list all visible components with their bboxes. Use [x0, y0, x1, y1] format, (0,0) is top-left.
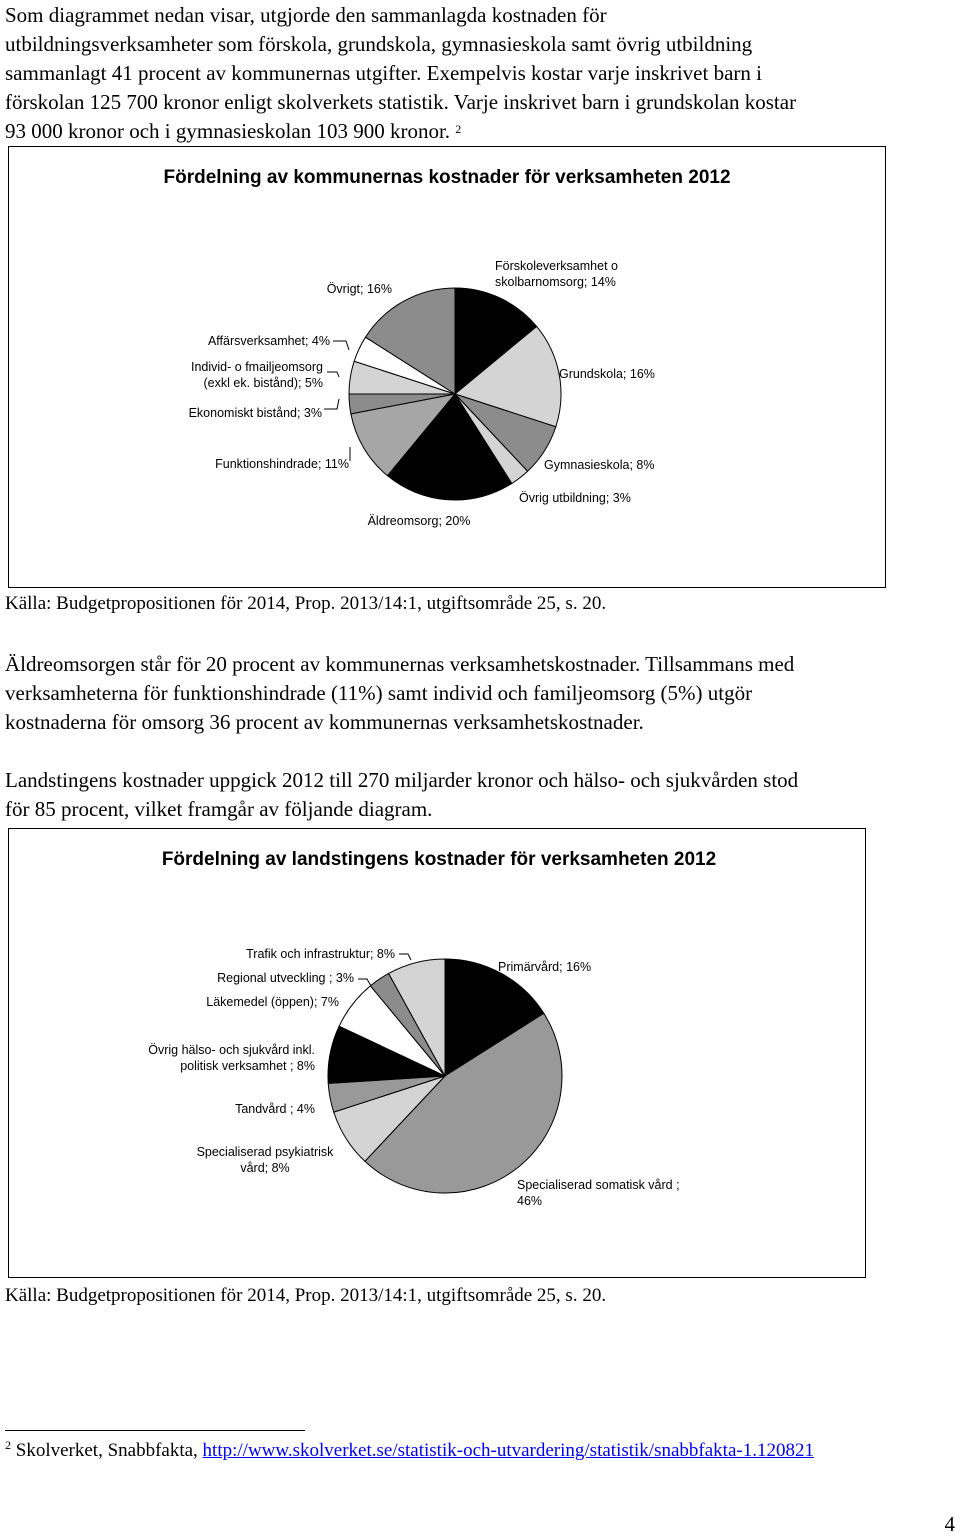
slice-label: Läkemedel (öppen); 7%	[206, 995, 339, 1009]
intro-line: utbildningsverksamheter som förskola, grundskola, gymnasieskola samt övrig utbildning	[5, 32, 753, 56]
leader-line	[324, 399, 339, 409]
slice-label: Övrig hälso- och sjukvård inkl. politisk verksamhet ; 8%	[148, 1043, 315, 1073]
leader-line	[399, 954, 411, 960]
slice-label: Funktionshindrade; 11%	[215, 457, 349, 471]
chart2-source: Källa: Budgetpropositionen för 2014, Prop. 2013/14:1, utgiftsområde 25, s. 20.	[5, 1285, 607, 1306]
county-pie-chart-svg	[9, 829, 867, 1279]
intro-line: Som diagrammet nedan visar, utgjorde den sammanlagda kostnaden för	[5, 3, 607, 27]
para2-line: verksamheterna för funktionshindrade (11%) samt individ och familjeomsorg (5%) utgör	[5, 681, 753, 705]
para3-line: Landstingens kostnader uppgick 2012 till 270 miljarder kronor och hälso- och sjukvården stod	[5, 768, 799, 792]
slice-label: Övrigt; 16%	[326, 282, 392, 296]
footnote-divider	[5, 1430, 305, 1431]
intro-paragraph	[5, 1, 957, 146]
county-cost-chart	[8, 828, 866, 1278]
page-number: 4	[944, 1512, 955, 1536]
para3-line: för 85 procent, vilket framgår av följande diagram.	[5, 797, 433, 821]
slice-label: Äldreomsorg; 20%	[367, 514, 471, 528]
leader-line	[358, 979, 371, 986]
para2-line: Äldreomsorgen står för 20 procent av kommunernas verksamhetskostnader. Tillsammans med	[5, 652, 795, 676]
slice-label: Affärsverksamhet; 4%	[207, 334, 330, 348]
footnote-number: 2	[5, 1438, 11, 1452]
chart-title: Fördelning av landstingens kostnader för verksamheten 2012	[161, 849, 717, 870]
elderly-care-paragraph	[5, 650, 957, 737]
leader-line	[333, 341, 349, 350]
slice-label: Grundskola; 16%	[559, 367, 655, 381]
county-cost-paragraph	[5, 766, 957, 824]
chart-title: Fördelning av kommunernas kostnader för verksamheten 2012	[163, 167, 731, 188]
slice-label: Individ- o fmailjeomsorg (exkl ek. bistånd); 5%	[191, 360, 323, 390]
slice-label: Ekonomiskt bistånd; 3%	[188, 406, 322, 420]
footnote-text: Skolverket, Snabbfakta,	[11, 1440, 203, 1461]
municipal-pie-chart-svg	[9, 147, 887, 589]
intro-line: förskolan 125 700 kronor enligt skolverkets statistik. Varje inskrivet barn i grundskolan kostar	[5, 90, 797, 114]
slice-label: Specialiserad somatisk vård ; 46%	[517, 1178, 680, 1208]
intro-line: sammanlagt 41 procent av kommunernas utgifter. Exempelvis kostar varje inskrivet barn i	[5, 61, 762, 85]
slice-label: Specialiserad psykiatrisk vård; 8%	[196, 1145, 334, 1175]
intro-last-line-text: 93 000 kronor och i gymnasieskolan 103 900 kronor.	[5, 119, 451, 143]
slice-label: Övrig utbildning; 3%	[519, 491, 631, 505]
footnote-link[interactable]: http://www.skolverket.se/statistik-och-utvardering/statistik/snabbfakta-1.120821	[202, 1440, 814, 1461]
footnote	[5, 1440, 814, 1462]
municipal-cost-chart	[8, 146, 886, 588]
footnote-reference[interactable]: 2	[455, 122, 462, 136]
slice-label: Primärvård; 16%	[498, 960, 592, 974]
slice-label: Tandvård ; 4%	[235, 1102, 315, 1116]
para2-line: kostnaderna för omsorg 36 procent av kommunernas verksamhetskostnader.	[5, 710, 644, 734]
leader-line	[327, 372, 339, 377]
slice-label: Trafik och infrastruktur; 8%	[246, 947, 395, 961]
slice-label: Gymnasieskola; 8%	[544, 458, 655, 472]
slice-label: Regional utveckling ; 3%	[217, 971, 354, 985]
chart1-source: Källa: Budgetpropositionen för 2014, Prop. 2013/14:1, utgiftsområde 25, s. 20.	[5, 593, 607, 614]
slice-label: Förskoleverksamhet o skolbarnomsorg; 14%	[495, 259, 618, 289]
intro-line	[5, 117, 957, 146]
